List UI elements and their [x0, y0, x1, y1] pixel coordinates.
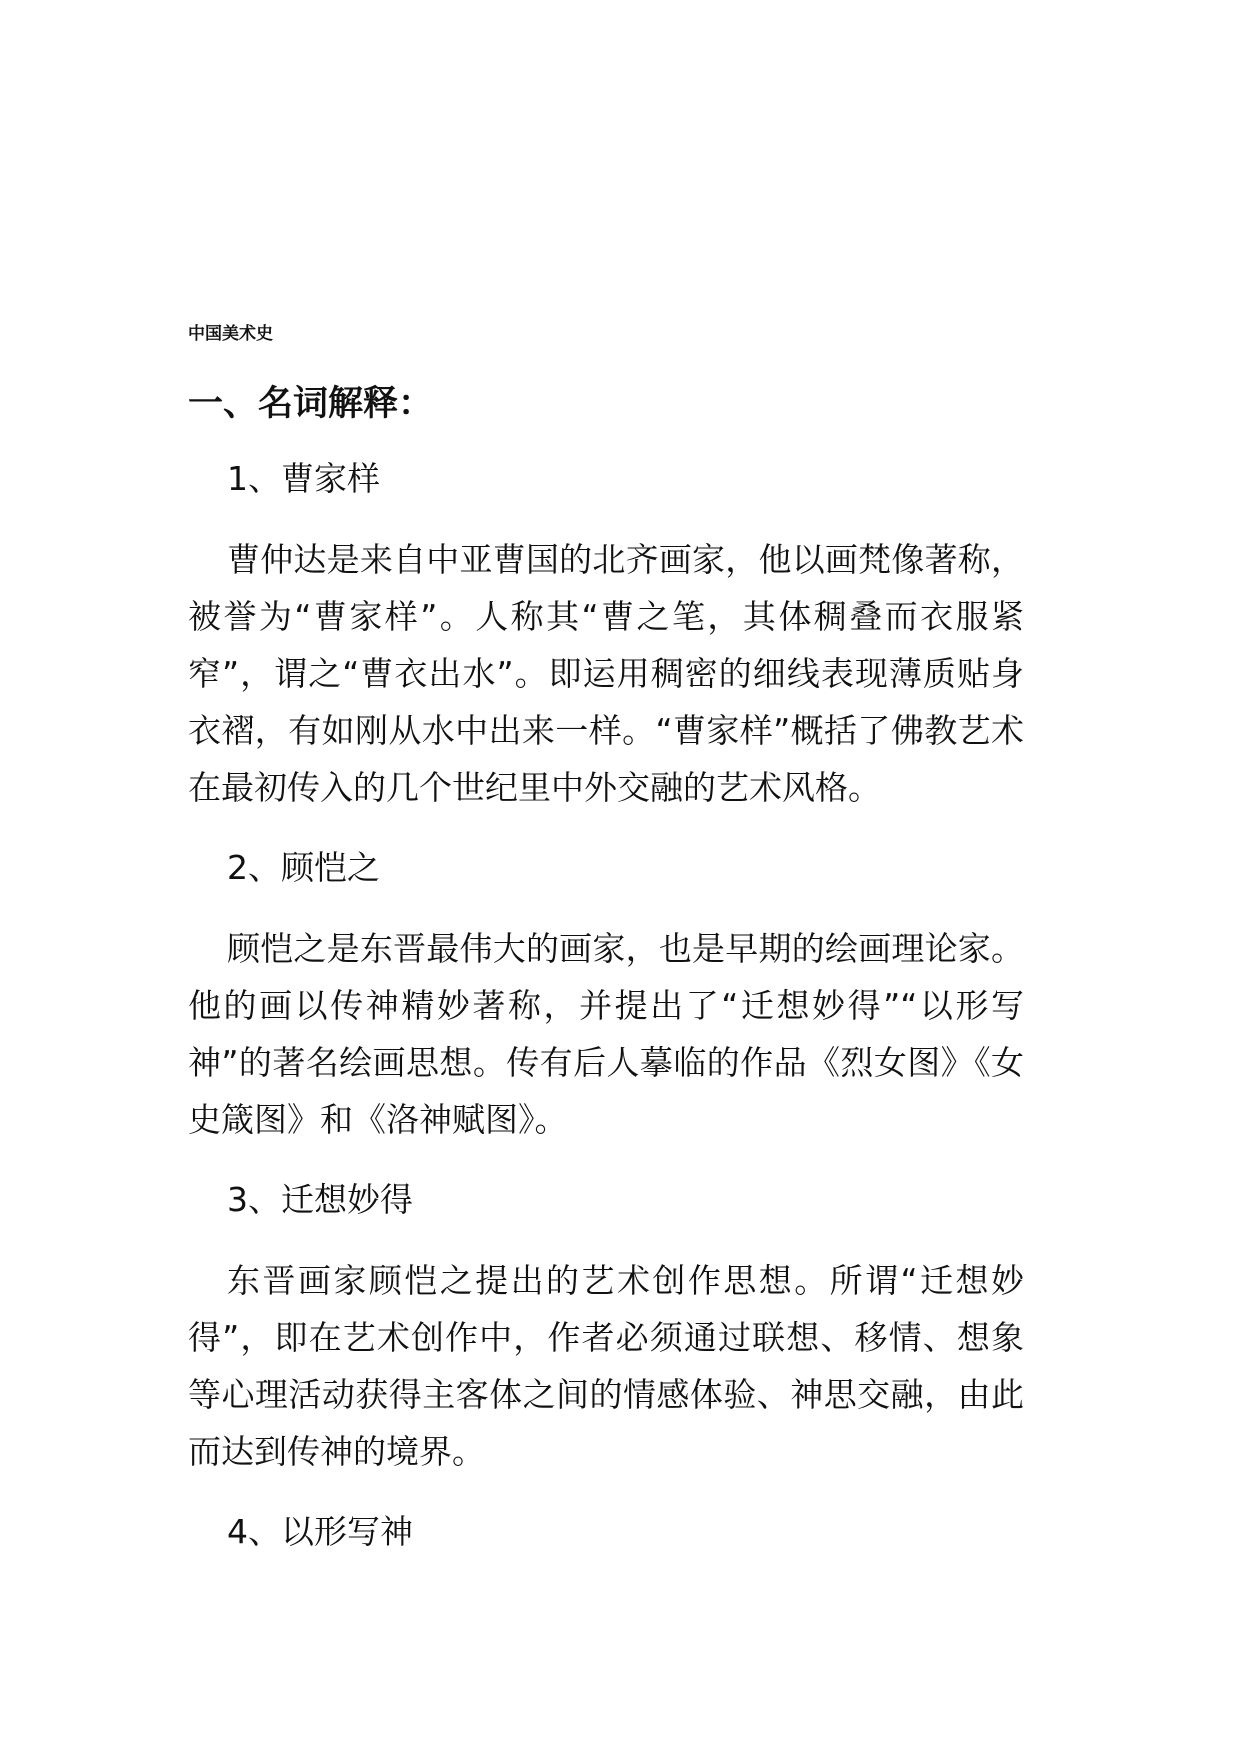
term-entry — [188, 1507, 1024, 1557]
term-entry — [188, 843, 1024, 1148]
term-heading: 3、迁想妙得 — [227, 1180, 413, 1219]
term-body: 顾恺之是东晋最伟大的画家，也是早期的绘画理论家。他的画以传神精妙著称，并提出了“迁想妙得”“以形写神”的著名绘画思想。传有后人摹临的作品《烈女图》《女史箴图》和《洛神赋图》。 — [188, 929, 1024, 1139]
terms-list — [188, 454, 1024, 1557]
term-heading: 4、以形写神 — [227, 1512, 413, 1551]
term-entry — [188, 1175, 1024, 1480]
section-heading: 一、名词解释： — [188, 384, 434, 424]
term-body: 东晋画家顾恺之提出的艺术创作思想。所谓“迁想妙得”，即在艺术创作中，作者必须通过联想、移情、想象等心理活动获得主客体之间的情感体验、神思交融，由此而达到传神的境界。 — [188, 1261, 1024, 1471]
document-title: 中国美术史 — [188, 324, 273, 344]
term-entry — [188, 454, 1024, 816]
term-heading: 1、曹家样 — [227, 459, 380, 498]
term-heading: 2、顾恺之 — [227, 848, 380, 887]
term-body: 曹仲达是来自中亚曹国的北齐画家，他以画梵像著称，被誉为“曹家样”。人称其“曹之笔，其体稠叠而衣服紧窄”，谓之“曹衣出水”。即运用稠密的细线表现薄质贴身衣褶，有如刚从水中出来一样。“曹家样”概括了佛教艺术在最初传入的几个世纪里中外交融的艺术风格。 — [188, 540, 1024, 807]
